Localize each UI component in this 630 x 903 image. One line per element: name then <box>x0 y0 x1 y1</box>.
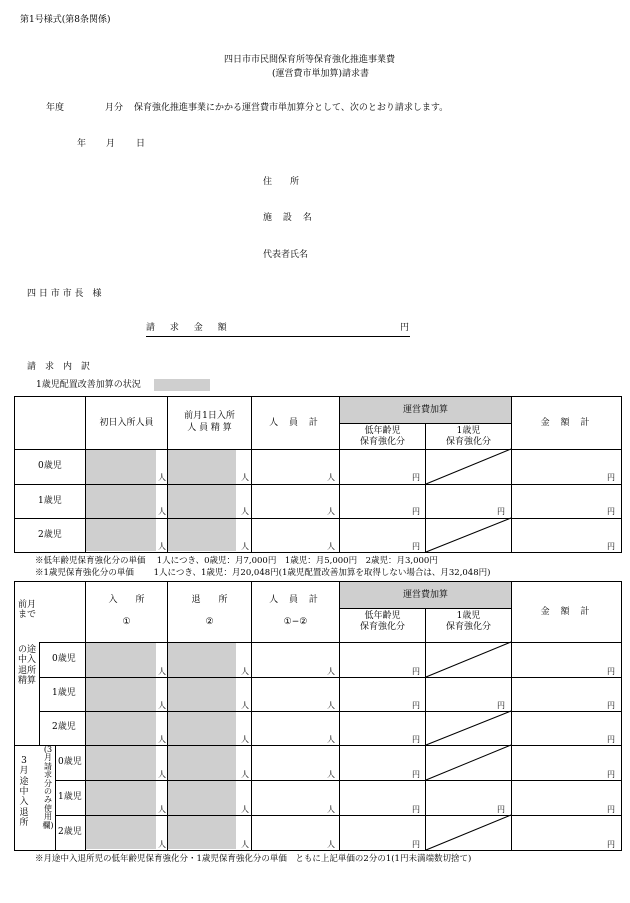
t2g1-row-age2: 2歳児 <box>52 722 76 732</box>
group2-label-inner: (3月請求分のみ使用欄) <box>42 745 54 830</box>
header-total-persons-2: 人 員 計 <box>269 595 322 605</box>
header-low-age-line2-2: 保育強化分 <box>359 622 405 632</box>
unit-yen: 円 <box>607 473 615 482</box>
unit-yen: 円 <box>412 770 420 779</box>
unit-person: 人 <box>241 667 249 676</box>
t2g1-row-age1: 1歳児 <box>52 688 76 698</box>
addressee: 四 日 市 市 長 様 <box>27 289 102 299</box>
unit-person: 人 <box>241 805 249 814</box>
month-label: 月分 <box>105 103 124 113</box>
claim-amount-unit: 円 <box>400 323 410 333</box>
unit-yen: 円 <box>412 473 420 482</box>
unit-yen: 円 <box>607 667 615 676</box>
header-low-age-line1: 低年齢児 <box>364 426 401 436</box>
details-heading: 請 求 内 訳 <box>27 362 91 372</box>
form-number: 第1号様式(第8条関係) <box>20 15 111 25</box>
unit-person: 人 <box>158 667 166 676</box>
header-initial-admissions: 初日入所人員 <box>99 418 154 428</box>
note-low-age-unit-price: ※低年齢児保育強化分の単価 1人につき、0歳児：月7,000円 1歳児：月5,000円 2歳児：月3,000円 <box>35 556 438 566</box>
representative-name-label: 代表者氏名 <box>263 250 309 260</box>
header-admission: 入 所 <box>108 595 145 605</box>
note-one-year-unit-price: ※1歳児保育強化分の単価 1人につき、1歳児：月20,048円(1歳児配置改善加算を取得しない場合は、月32,048円) <box>35 568 491 578</box>
unit-person: 人 <box>241 473 249 482</box>
unit-person: 人 <box>327 770 335 779</box>
group1-label-top: 前月まで <box>17 600 36 621</box>
header-low-age-line2: 保育強化分 <box>359 437 405 447</box>
unit-yen: 円 <box>412 507 420 516</box>
unit-person: 人 <box>158 542 166 551</box>
facility-name-label: 施 設 名 <box>263 213 316 223</box>
header-one-year-line2: 保育強化分 <box>445 437 491 447</box>
unit-yen: 円 <box>412 735 420 744</box>
unit-person: 人 <box>327 542 335 551</box>
unit-yen: 円 <box>607 701 615 710</box>
note-mid-month-unit-price: ※月途中入退所児の低年齢児保育強化分・1歳児保育強化分の単価 ともに上記単価の2分の1(1円未満端数切捨て) <box>35 854 472 864</box>
unit-person: 人 <box>158 735 166 744</box>
t2g2-row-age2: 2歳児 <box>58 827 82 837</box>
unit-person: 人 <box>327 473 335 482</box>
unit-person: 人 <box>327 735 335 744</box>
unit-person: 人 <box>158 840 166 849</box>
unit-yen: 円 <box>412 805 420 814</box>
header-one-year-line2-2: 保育強化分 <box>445 622 491 632</box>
header-prev-month-line2: 人 員 精 算 <box>187 423 232 433</box>
unit-person: 人 <box>327 667 335 676</box>
header-withdrawal: 退 所 <box>191 595 228 605</box>
fiscal-year-label: 年度 <box>46 103 65 113</box>
t1-row-age0: 0歳児 <box>38 461 62 471</box>
unit-yen: 円 <box>497 701 505 710</box>
claim-amount-underline <box>146 336 410 337</box>
header-low-age-line1-2: 低年齢児 <box>364 611 401 621</box>
intro-text: 保育強化推進事業にかかる運営費市単加算分として、次のとおり請求します。 <box>134 103 449 113</box>
unit-person: 人 <box>158 805 166 814</box>
header-total-persons: 人 員 計 <box>269 418 322 428</box>
unit-person: 人 <box>158 701 166 710</box>
unit-person: 人 <box>327 805 335 814</box>
unit-yen: 円 <box>497 805 505 814</box>
unit-yen: 円 <box>412 542 420 551</box>
unit-person: 人 <box>241 542 249 551</box>
t2g2-row-age0: 0歳児 <box>58 757 82 767</box>
unit-yen: 円 <box>607 840 615 849</box>
date-month-label: 月 <box>106 139 116 149</box>
page-subtitle: (運営費市単加算)請求書 <box>272 69 370 79</box>
status-label: 1歳児配置改善加算の状況 <box>36 380 141 390</box>
group1-label-mid: の途中入退所精算 <box>17 645 36 687</box>
header-one-year-line1-2: 1歳児 <box>456 611 481 621</box>
unit-yen: 円 <box>607 805 615 814</box>
t2g1-row-age0: 0歳児 <box>52 654 76 664</box>
unit-person: 人 <box>158 507 166 516</box>
header-admission-number: ① <box>122 617 131 627</box>
unit-person: 人 <box>241 701 249 710</box>
group2-label-outer: 3月途中入退所 <box>19 756 29 829</box>
header-one-year-line1: 1歳児 <box>456 426 481 436</box>
header-operating-addition-2: 運営費加算 <box>402 590 448 600</box>
page-title: 四日市市民間保育所等保育強化推進事業費 <box>224 55 396 65</box>
unit-yen: 円 <box>607 770 615 779</box>
unit-yen: 円 <box>412 667 420 676</box>
date-year-label: 年 <box>77 139 87 149</box>
unit-yen: 円 <box>607 542 615 551</box>
header-amount-total: 金 額 計 <box>540 418 594 428</box>
header-operating-addition: 運営費加算 <box>402 405 448 415</box>
unit-yen: 円 <box>412 840 420 849</box>
unit-person: 人 <box>241 840 249 849</box>
claim-amount-label: 請 求 金 額 <box>146 323 233 333</box>
header-amount-total-2: 金 額 計 <box>540 607 594 617</box>
header-withdrawal-number: ② <box>205 617 214 627</box>
unit-yen: 円 <box>497 507 505 516</box>
unit-person: 人 <box>241 735 249 744</box>
unit-person: 人 <box>327 840 335 849</box>
t2g2-row-age1: 1歳児 <box>58 792 82 802</box>
unit-person: 人 <box>327 507 335 516</box>
header-total-formula: ①−② <box>283 617 308 627</box>
unit-person: 人 <box>241 770 249 779</box>
unit-person: 人 <box>241 507 249 516</box>
t1-row-age1: 1歳児 <box>38 496 62 506</box>
address-label: 住 所 <box>263 177 300 187</box>
status-field[interactable] <box>154 379 210 391</box>
unit-yen: 円 <box>607 507 615 516</box>
unit-yen: 円 <box>607 735 615 744</box>
unit-person: 人 <box>158 770 166 779</box>
t1-row-age2: 2歳児 <box>38 530 62 540</box>
unit-person: 人 <box>158 473 166 482</box>
unit-person: 人 <box>327 701 335 710</box>
unit-yen: 円 <box>412 701 420 710</box>
date-day-label: 日 <box>136 139 146 149</box>
header-prev-month-line1: 前月1日入所 <box>184 411 235 421</box>
